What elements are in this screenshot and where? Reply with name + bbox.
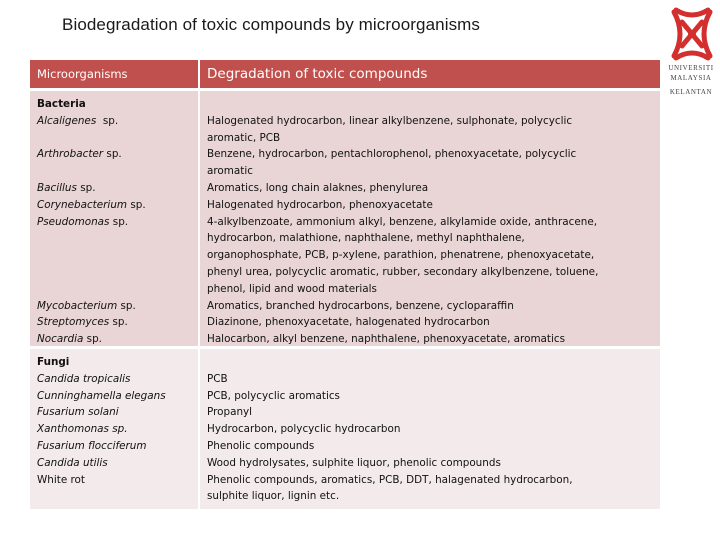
fungi-organisms-cell xyxy=(30,349,198,509)
compound-line: PCB xyxy=(207,372,228,385)
compound-line: Aromatics, long chain alaknes, phenylurea xyxy=(207,181,429,194)
organism-xanthomonas: Xanthomonas sp. xyxy=(37,423,128,436)
compound-line: PCB, polycyclic aromatics xyxy=(207,389,340,402)
organism-alcaligenes: Alcaligenes sp. xyxy=(37,114,119,127)
compound-line: Wood hydrolysates, sulphite liquor, phenolic compounds xyxy=(207,456,501,469)
organism-arthrobacter: Arthrobacter sp. xyxy=(37,148,122,161)
organism-nocardia: Nocardia sp. xyxy=(37,333,102,346)
logo-text-universiti: UNIVERSITI xyxy=(668,64,714,72)
slide-title: Biodegradation of toxic compounds by microorganisms xyxy=(62,15,481,34)
organism-fusarium-solani: Fusarium solani xyxy=(37,406,119,419)
organism-mycobacterium: Mycobacterium sp. xyxy=(37,299,136,312)
compound-line: Phenolic compounds, aromatics, PCB, DDT, halagenated hydrocarbon, xyxy=(207,473,573,486)
compound-line: phenyl urea, polycyclic aromatic, rubber, secondary alkylbenzene, toluene, xyxy=(207,265,599,278)
header-microorganisms: Microorganisms xyxy=(30,60,198,88)
compound-line: Benzene, hydrocarbon, pentachlorophenol, phenoxyacetate, polycyclic xyxy=(207,148,577,161)
compound-line: Phenolic compounds xyxy=(207,439,315,452)
organism-candida-utilis: Candida utilis xyxy=(37,456,108,469)
compound-line: Halogenated hydrocarbon, phenoxyacetate xyxy=(207,198,433,211)
compound-line: aromatic, PCB xyxy=(207,131,281,144)
header-degradation: Degradation of toxic compounds xyxy=(200,60,660,88)
fungi-compounds-cell xyxy=(200,349,660,509)
table-row-fungi xyxy=(30,349,660,509)
organism-streptomyces: Streptomyces sp. xyxy=(37,316,128,329)
compound-line: 4-alkylbenzoate, ammonium alkyl, benzene, alkylamide oxide, anthracene, xyxy=(207,215,598,228)
table-header-row xyxy=(30,60,660,88)
compound-line: aromatic xyxy=(207,165,253,178)
compound-line: sulphite liquor, lignin etc. xyxy=(207,490,340,503)
organism-corynebacterium: Corynebacterium sp. xyxy=(37,198,146,211)
compound-line: Propanyl xyxy=(207,406,253,419)
compound-line: hydrocarbon, malathione, naphthalene, methyl naphthalene, xyxy=(207,232,525,245)
organism-cunninghamella-elegans: Cunninghamella elegans xyxy=(37,389,166,402)
logo-text-malaysia: MALAYSIA xyxy=(670,74,712,82)
organism-candida-tropicalis: Candida tropicalis xyxy=(37,372,131,385)
compound-line: Diazinone, phenoxyacetate, halogenated hydrocarbon xyxy=(207,316,490,329)
group-title-bacteria: Bacteria xyxy=(37,98,86,110)
university-logo xyxy=(664,4,720,100)
university-logo-mark-icon xyxy=(670,6,714,62)
organism-bacillus: Bacillus sp. xyxy=(37,181,96,194)
compound-line: Halocarbon, alkyl benzene, naphthalene, phenoxyacetate, aromatics xyxy=(207,333,566,346)
table-row-bacteria xyxy=(30,91,660,346)
organism-fusarium-flocciferum: Fusarium flocciferum xyxy=(37,439,147,452)
compound-line: organophosphate, PCB, p-xylene, parathion, phenatrene, phenoxyacetate, xyxy=(207,249,595,262)
bacteria-compounds-cell xyxy=(200,91,660,346)
organism-white-rot: White rot xyxy=(37,473,85,486)
compound-line: Aromatics, branched hydrocarbons, benzene, cycloparaffin xyxy=(207,299,514,312)
compound-line: Hydrocarbon, polycyclic hydrocarbon xyxy=(207,423,401,436)
compound-line: phenol, lipid and wood materials xyxy=(207,282,377,295)
organism-pseudomonas: Pseudomonas sp. xyxy=(37,215,129,228)
bacteria-organisms-cell xyxy=(30,91,198,346)
biodegradation-table xyxy=(30,60,660,509)
logo-text-kelantan: KELANTAN xyxy=(669,88,713,96)
compound-line: Halogenated hydrocarbon, linear alkylbenzene, sulphonate, polycyclic xyxy=(207,114,573,127)
group-title-fungi: Fungi xyxy=(37,356,70,368)
